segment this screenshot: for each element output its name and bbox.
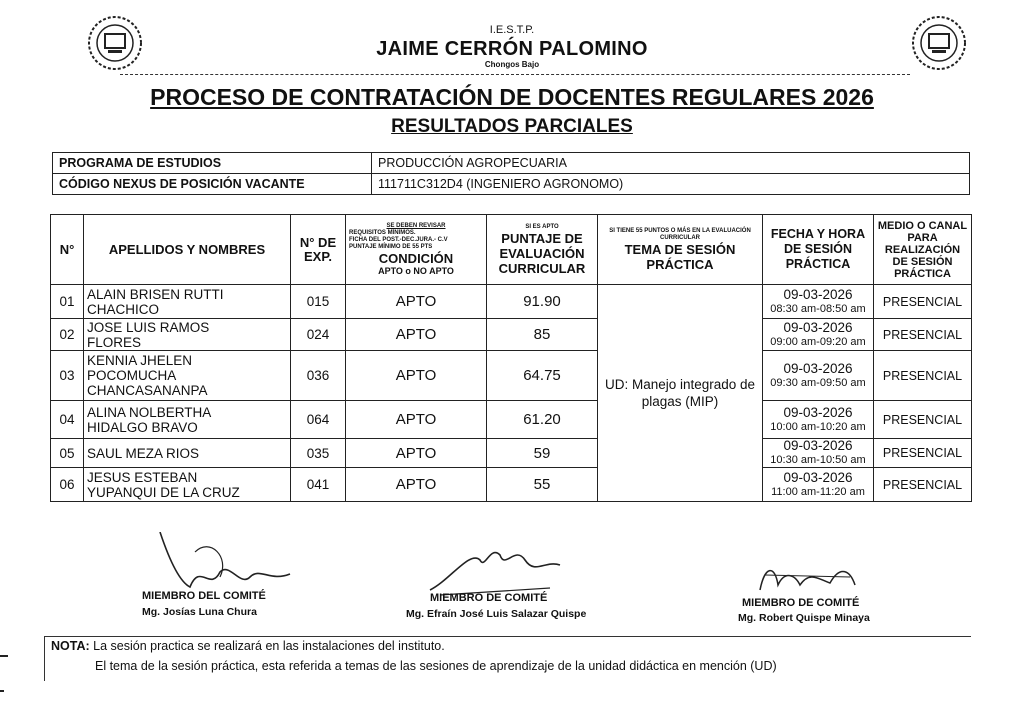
cond-note-4: PUNTAJE MÍNIMO DE 55 PTS <box>349 244 433 250</box>
row-exp: 035 <box>291 439 346 468</box>
org-name: JAIME CERRÓN PALOMINO <box>376 38 648 60</box>
row-score: 55 <box>487 468 598 502</box>
row-exp: 024 <box>291 319 346 351</box>
note-box <box>44 636 971 681</box>
name-line: CHACHICO <box>87 301 160 317</box>
cond-title: CONDICIÓN <box>378 251 454 266</box>
table-row <box>51 319 972 351</box>
note-label: NOTA: <box>51 639 90 653</box>
date-line: 09-03-2026 <box>783 319 853 335</box>
col-date: FECHA Y HORA DE SESIÓN PRÁCTICA <box>763 215 874 285</box>
note-text-2: El tema de la sesión práctica, esta referida a temas de las sesiones de aprendizaje de la unidad didáctica en mención (UD) <box>95 659 777 673</box>
org-location: Chongos Bajo <box>484 60 540 69</box>
time-line: 08:30 am-08:50 am <box>770 302 866 315</box>
row-date <box>763 401 874 439</box>
row-exp: 036 <box>291 351 346 401</box>
col-topic <box>598 215 763 285</box>
row-date <box>763 468 874 502</box>
cond-note-1: SE DEBEN REVISAR <box>386 223 446 229</box>
row-num: 01 <box>51 285 84 319</box>
row-condition: APTO <box>346 319 487 351</box>
row-medium: PRESENCIAL <box>874 285 972 319</box>
row-score: 91.90 <box>487 285 598 319</box>
row-name <box>84 439 291 468</box>
col-score <box>487 215 598 285</box>
row-name <box>84 401 291 439</box>
results-table <box>50 214 972 502</box>
time-line: 09:30 am-09:50 am <box>770 376 866 389</box>
name-line: YUPANQUI DE LA CRUZ <box>87 484 240 500</box>
name-line: CHANCASANANPA <box>87 383 208 398</box>
topic-note: SI TIENE 55 PUNTOS O MÁS EN LA EVALUACIÓN CURRICULAR <box>609 227 751 241</box>
name-line: ALINA NOLBERTHA <box>87 404 212 420</box>
name-line: POCOMUCHA <box>87 368 177 383</box>
table-header-row <box>51 215 972 285</box>
program-value: PRODUCCIÓN AGROPECUARIA <box>372 153 970 174</box>
date-line: 09-03-2026 <box>783 438 853 453</box>
table-row <box>51 401 972 439</box>
time-line: 09:00 am-09:20 am <box>770 335 866 348</box>
signature-1-role: MIEMBRO DEL COMITÉ <box>142 590 266 602</box>
row-date <box>763 285 874 319</box>
table-row <box>51 285 972 319</box>
score-title: PUNTAJE DE EVALUACIÓN CURRICULAR <box>498 230 586 276</box>
name-line: HIDALGO BRAVO <box>87 419 198 435</box>
row-condition: APTO <box>346 439 487 468</box>
row-num: 06 <box>51 468 84 502</box>
row-topic: UD: Manejo integrado de plagas (MIP) <box>598 285 763 502</box>
row-num: 03 <box>51 351 84 401</box>
row-medium: PRESENCIAL <box>874 468 972 502</box>
row-name <box>84 351 291 401</box>
row-score: 61.20 <box>487 401 598 439</box>
name-line: ALAIN BRISEN RUTTI <box>87 286 224 302</box>
time-line: 10:00 am-10:20 am <box>770 420 866 433</box>
code-label: CÓDIGO NEXUS DE POSICIÓN VACANTE <box>53 174 372 195</box>
row-exp: 064 <box>291 401 346 439</box>
row-medium: PRESENCIAL <box>874 401 972 439</box>
col-num: N° <box>51 215 84 285</box>
col-medium: MEDIO O CANAL PARA REALIZACIÓN DE SESIÓN PRÁCTICA <box>874 215 972 285</box>
row-condition: APTO <box>346 285 487 319</box>
name-line: KENNIA JHELEN <box>87 353 193 368</box>
note-text-1: La sesión practica se realizará en las instalaciones del instituto. <box>93 639 445 653</box>
row-condition: APTO <box>346 468 487 502</box>
signature-1-name: Mg. Josías Luna Chura <box>142 606 257 618</box>
row-date <box>763 351 874 401</box>
cond-note-2: REQUISITOS MÍNIMOS. <box>349 230 416 236</box>
row-num: 05 <box>51 439 84 468</box>
row-score: 64.75 <box>487 351 598 401</box>
row-medium: PRESENCIAL <box>874 319 972 351</box>
table-row <box>51 439 972 468</box>
name-line: SAUL MEZA RIOS <box>87 445 200 461</box>
note-line-1 <box>51 639 445 653</box>
date-line: 09-03-2026 <box>783 286 853 302</box>
page-subtitle: RESULTADOS PARCIALES <box>391 116 633 137</box>
col-exp: N° DE EXP. <box>291 215 346 285</box>
row-name <box>84 468 291 502</box>
row-score: 85 <box>487 319 598 351</box>
row-condition: APTO <box>346 401 487 439</box>
date-line: 09-03-2026 <box>783 360 853 376</box>
date-line: 09-03-2026 <box>783 469 853 485</box>
row-name <box>84 285 291 319</box>
org-abbreviation: I.E.S.T.P. <box>489 24 535 36</box>
signature-3-role: MIEMBRO DE COMITÉ <box>742 597 860 609</box>
row-medium: PRESENCIAL <box>874 439 972 468</box>
page-title: PROCESO DE CONTRATACIÓN DE DOCENTES REGULARES 2026 <box>150 84 874 110</box>
time-line: 11:00 am-11:20 am <box>771 485 865 498</box>
name-line: FLORES <box>87 334 142 350</box>
row-exp: 041 <box>291 468 346 502</box>
table-row <box>51 351 972 401</box>
scan-edge-mark <box>0 690 4 692</box>
row-medium: PRESENCIAL <box>874 351 972 401</box>
program-label: PROGRAMA DE ESTUDIOS <box>53 153 372 174</box>
cond-subtitle: APTO o NO APTO <box>378 266 454 276</box>
signature-2-role: MIEMBRO DE COMITÉ <box>430 592 548 604</box>
score-note: SI ES APTO <box>525 223 559 230</box>
row-name <box>84 319 291 351</box>
info-table <box>52 152 970 195</box>
header-divider <box>120 74 910 75</box>
row-exp: 015 <box>291 285 346 319</box>
signature-3-name: Mg. Robert Quispe Minaya <box>738 612 870 624</box>
row-score: 59 <box>487 439 598 468</box>
scan-edge-mark <box>0 655 8 657</box>
row-condition: APTO <box>346 351 487 401</box>
col-name: APELLIDOS Y NOMBRES <box>84 215 291 285</box>
col-condition <box>346 215 487 285</box>
row-num: 04 <box>51 401 84 439</box>
table-row <box>51 468 972 502</box>
code-value: 111711C312D4 (INGENIERO AGRONOMO) <box>372 174 970 195</box>
topic-title: TEMA DE SESIÓN PRÁCTICA <box>624 241 736 272</box>
row-num: 02 <box>51 319 84 351</box>
date-line: 09-03-2026 <box>783 404 853 420</box>
row-date <box>763 439 874 468</box>
name-line: JOSE LUIS RAMOS <box>87 319 210 335</box>
time-line: 10:30 am-10:50 am <box>770 454 866 466</box>
name-line: JESUS ESTEBAN <box>87 469 198 485</box>
row-date <box>763 319 874 351</box>
signature-2-name: Mg. Efraín José Luis Salazar Quispe <box>406 608 587 620</box>
cond-note-3: FICHA DEL POST.-DEC.JURA.- C.V <box>349 237 448 243</box>
